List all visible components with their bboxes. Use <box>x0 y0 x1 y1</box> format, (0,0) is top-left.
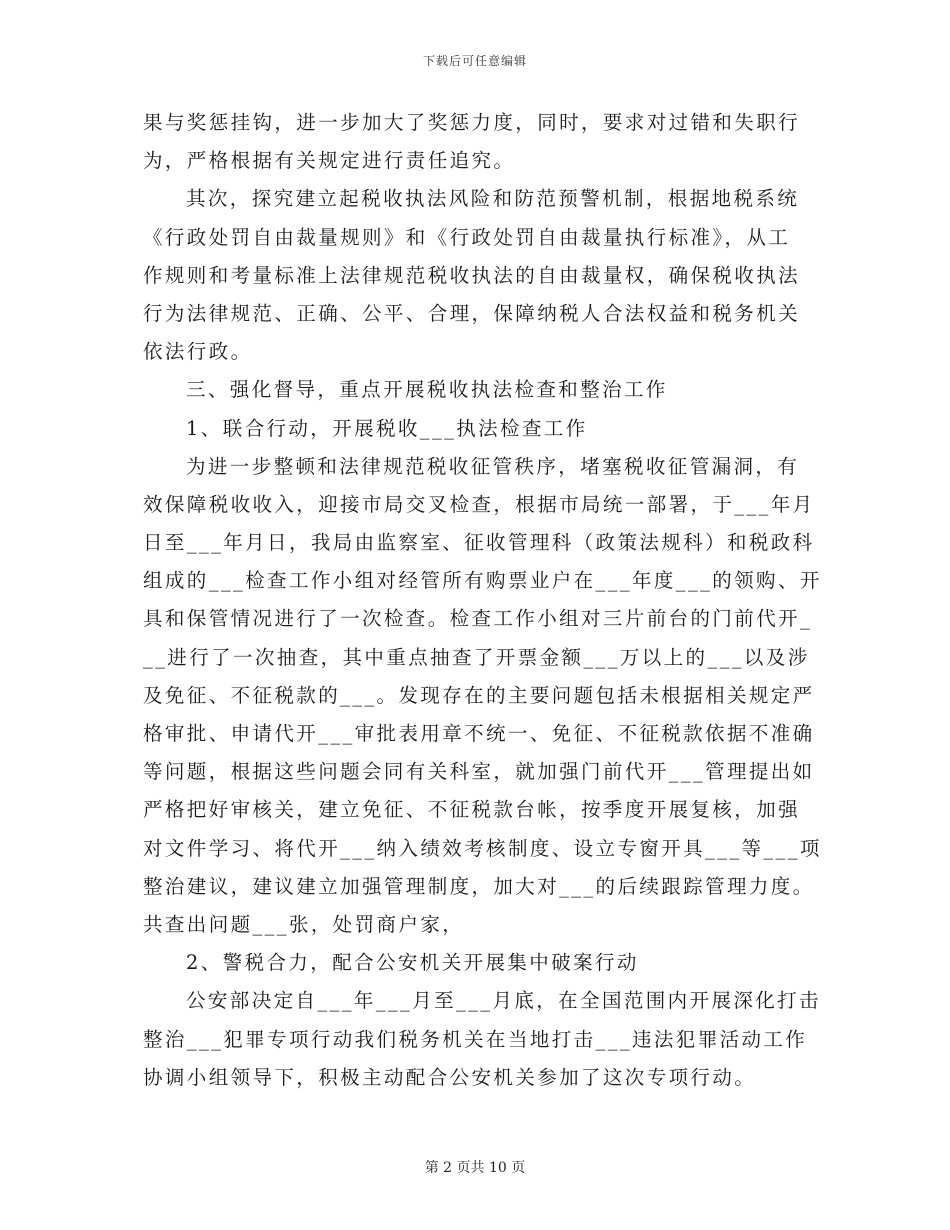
text-line: 及免征、不征税款的___。发现存在的主要问题包括未根据相关规定严 <box>143 683 815 707</box>
text-line: 2、警税合力，配合公安机关开展集中破案行动 <box>186 951 639 975</box>
page-footer: 第 2 页共 10 页 <box>424 1160 526 1176</box>
text-line: 对文件学习、将代开___纳入绩效考核制度、设立专窗开具___等___项 <box>143 836 822 860</box>
text-line: 为进一步整顿和法律规范税收征管秩序，堵塞税收征管漏洞，有 <box>186 454 800 478</box>
text-line: 等问题，根据这些问题会同有关科室，就加强门前代开___管理提出如 <box>143 760 815 784</box>
document-body <box>143 104 822 1097</box>
text-line: 格审批、申请代开___审批表用章不统一、免征、不征税款依据不准确 <box>143 722 815 745</box>
text-line: 公安部决定自___年___月至___月底，在全国范围内开展深化打击 <box>186 989 821 1013</box>
text-line: 《行政处罚自由裁量规则》和《行政处罚自由裁量执行标准》，从工 <box>143 225 791 249</box>
text-line: 整治___犯罪专项行动我们税务机关在当地打击___违法犯罪活动工作 <box>143 1027 808 1051</box>
text-line: 具和保管情况进行了一次检查。检查工作小组对三片前台的门前代开_ <box>143 607 813 631</box>
text-line: 果与奖惩挂钩，进一步加大了奖惩力度，同时，要求对过错和失职行 <box>143 111 801 134</box>
text-line: __进行了一次抽查，其中重点抽查了开票金额___万以上的___以及涉 <box>143 645 810 669</box>
text-line: 依法行政。 <box>143 340 253 364</box>
text-line: 组成的___检查工作小组对经管所有购票业户在___年度___的领购、开 <box>143 569 822 593</box>
text-line: 整治建议，建议建立加强管理制度，加大对___的后续跟踪管理力度。 <box>143 874 815 898</box>
text-line: 行为法律规范、正确、公平、合理，保障纳税人合法权益和税务机关 <box>143 301 801 325</box>
text-line: 协调小组领导下，积极主动配合公安机关参加了这次专项行动。 <box>143 1065 757 1089</box>
text-line: 其次，探究建立起税收执法风险和防范预警机制，根据地税系统 <box>186 187 800 211</box>
text-line: 共查出问题___张，处罚商户家， <box>143 912 465 936</box>
page-header: 下载后可任意编辑 <box>422 54 527 68</box>
text-line: 日至___年月日，我局由监察室、征收管理科（政策法规科）和税政科 <box>143 531 815 555</box>
text-line: 效保障税收收入，迎接市局交叉检查，根据市局统一部署，于___年月 <box>143 492 815 516</box>
text-line: 1、联合行动，开展税收___执法检查工作 <box>186 416 588 440</box>
text-line: 严格把好审核关，建立免征、不征税款台帐，按季度开展复核，加强 <box>143 798 801 822</box>
text-line: 作规则和考量标准上法律规范税收执法的自由裁量权，确保税收执法 <box>143 263 801 287</box>
text-line: 三、强化督导，重点开展税收执法检查和整治工作 <box>186 378 668 402</box>
text-line: 为，严格根据有关规定进行责任追究。 <box>143 149 516 173</box>
